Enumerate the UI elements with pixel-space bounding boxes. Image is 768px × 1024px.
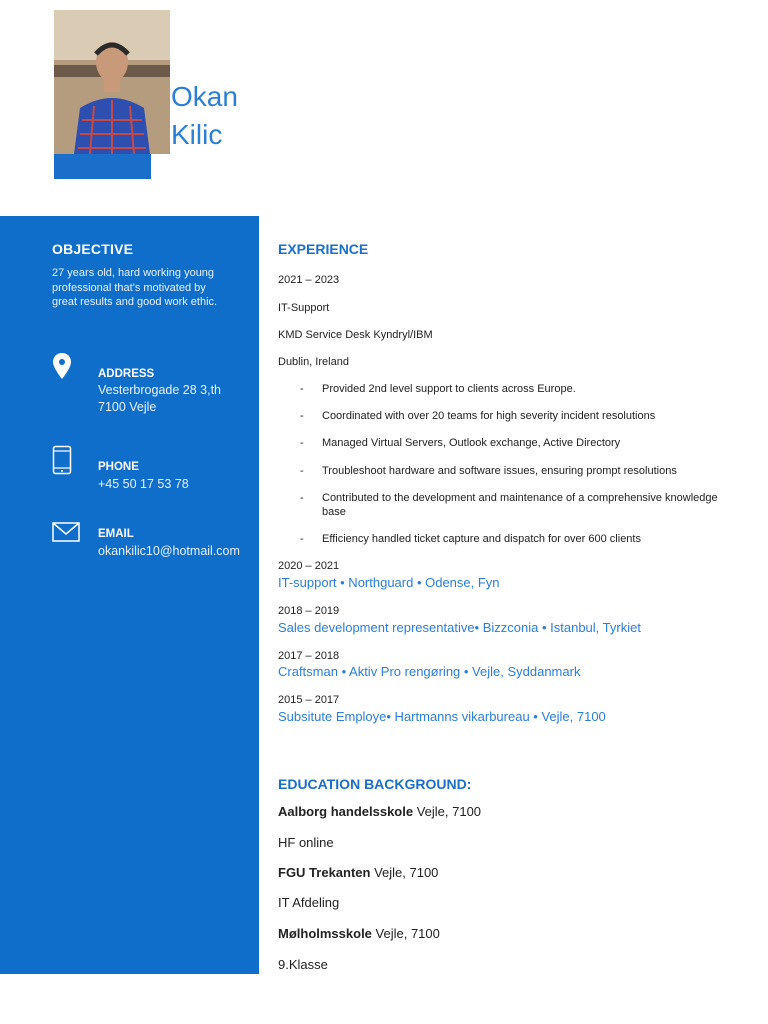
job-title: Craftsman • Aktiv Pro rengøring • Vejle, Syddanmark [278,664,581,679]
current-job-dates: 2021 – 2023 [278,274,340,286]
job-dates: 2015 – 2017 [278,694,340,706]
school-name: Mølholmsskole [278,926,372,941]
job-title: Subsitute Employe• Hartmanns vikarbureau • Vejle, 7100 [278,709,606,724]
education-heading: EDUCATION BACKGROUND: [278,776,472,792]
envelope-icon [52,522,80,547]
school-place: Vejle, 7100 [413,804,482,819]
school-name: Aalborg handelsskole [278,804,414,819]
first-name: Okan [171,81,238,112]
email-label: EMAIL [98,528,134,540]
current-job-role: IT-Support [278,302,330,314]
address-label: ADDRESS [98,368,155,380]
last-name: Kilic [171,119,223,150]
current-job-location: Dublin, Ireland [278,356,349,368]
school-name: FGU Trekanten [278,865,371,880]
education-entry [278,804,481,819]
school-place: Vejle, 7100 [370,865,439,880]
experience-heading: EXPERIENCE [278,241,369,257]
phone-value: +45 50 17 53 78 [98,477,189,491]
job-title: IT-support • Northguard • Odense, Fyn [278,575,500,590]
job-dates: 2017 – 2018 [278,650,340,662]
location-pin-icon [52,352,72,387]
address-line-1: Vesterbrogade 28 3,th [98,383,222,397]
education-program: 9.Klasse [278,957,328,972]
name-heading [171,78,238,154]
education-entry [278,865,438,880]
job-dates: 2018 – 2019 [278,605,340,617]
school-place: Vejle, 7100 [371,926,440,941]
profile-photo [54,10,170,154]
phone-icon [52,445,72,480]
current-job-company: KMD Service Desk Kyndryl/IBM [278,329,433,341]
education-program: HF online [278,835,334,850]
objective-heading: OBJECTIVE [52,241,134,257]
sidebar [0,216,259,974]
education-program: IT Afdeling [278,895,340,910]
address-line-2: 7100 Vejle [98,400,157,414]
job-dates: 2020 – 2021 [278,560,340,572]
photo-accent-bar [54,154,151,179]
person-photo-illustration [54,10,170,154]
job-title: Sales development representative• Bizzconia • Istanbul, Tyrkiet [278,620,641,635]
phone-label: PHONE [98,461,139,473]
education-entry [278,926,440,941]
email-value[interactable]: okankilic10@hotmail.com [98,544,240,558]
objective-text: 27 years old, hard working young professional that's motivated by great results and good work ethic. [52,267,218,308]
